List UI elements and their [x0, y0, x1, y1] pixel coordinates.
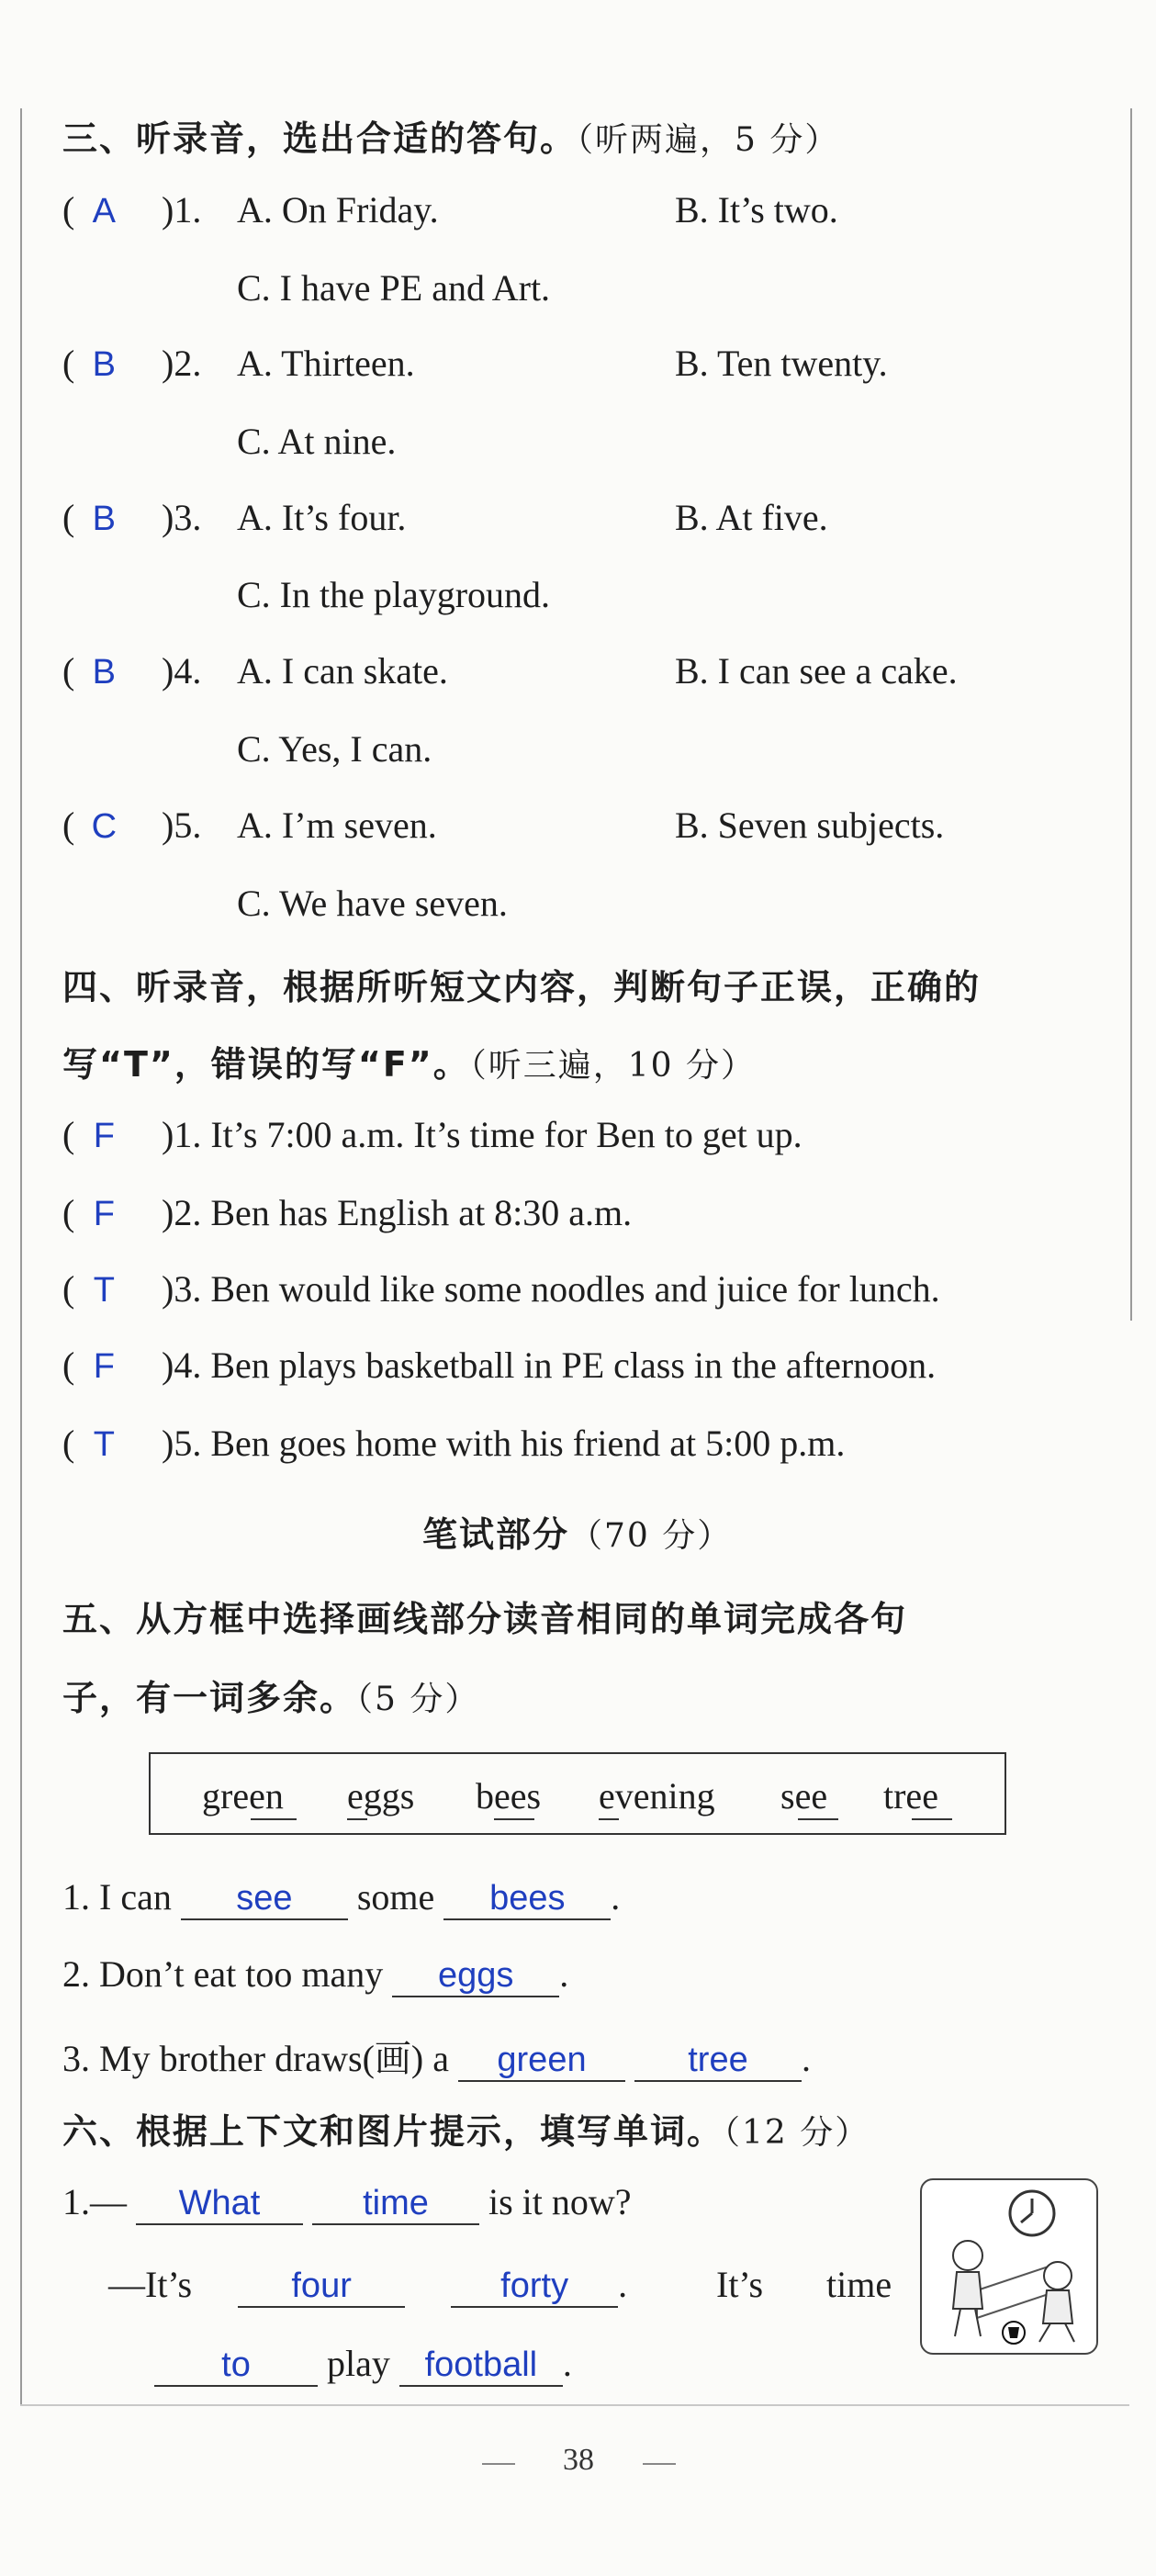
s4-answer-1: F	[93, 1117, 115, 1155]
section3-heading: 三、听录音，选出合适的答句。（听两遍，5 分）	[62, 118, 840, 159]
section5-heading-line2: 子，有一词多余。（5 分）	[62, 1678, 480, 1718]
underline-mark	[494, 1818, 534, 1820]
page-number: 38	[563, 2443, 594, 2477]
underline-mark	[251, 1818, 297, 1820]
s3-option-c-5: C. We have seven.	[237, 883, 508, 924]
s3-option-a-1: A. On Friday.	[237, 189, 439, 231]
s3-item-5: ( C )5.	[62, 804, 202, 846]
s3-item-2: ( B )2.	[62, 343, 202, 384]
s6-answer-4: forty	[451, 2266, 618, 2308]
box-word-eggs: eggs	[347, 1775, 415, 1817]
s5-question-1: 1. I can see some bees .	[62, 1875, 620, 1920]
s6-answer-1: What	[136, 2183, 303, 2225]
s6-q1-line3: to play football .	[154, 2342, 572, 2387]
section4-heading-line2: 写“T”，错误的写“F”。（听三遍，10 分）	[62, 1044, 757, 1085]
s6-answer-3: four	[238, 2266, 405, 2308]
boy-right-icon	[1044, 2262, 1072, 2289]
s3-answer-1: A	[92, 192, 116, 231]
s3-option-c-3: C. In the playground.	[237, 574, 551, 615]
s3-item-1: ( A )1.	[62, 189, 202, 231]
s3-option-b-4: B. I can see a cake.	[675, 650, 958, 692]
s6-q1-line2: —It’s four forty .	[108, 2263, 627, 2308]
s5-question-2: 2. Don’t eat too many eggs .	[62, 1952, 568, 1997]
underline-mark	[798, 1818, 838, 1820]
box-word-tree: tree	[883, 1775, 938, 1817]
s3-option-a-3: A. It’s four.	[237, 497, 407, 538]
section5-heading-line1: 五、从方框中选择画线部分读音相同的单词完成各句	[62, 1599, 908, 1639]
s6-answer-5: to	[154, 2345, 318, 2387]
s5-question-3: 3. My brother draws(画) a green tree .	[62, 2030, 811, 2082]
right-margin-line	[1130, 108, 1132, 1321]
underline-mark	[912, 1818, 952, 1820]
s3-option-b-5: B. Seven subjects.	[675, 804, 945, 846]
s3-option-b-3: B. At five.	[675, 497, 828, 538]
s4-item-1: ( F )1. It’s 7:00 a.m. It’s time for Ben to get up.	[62, 1114, 802, 1155]
s3-option-c-2: C. At nine.	[237, 421, 397, 462]
left-margin-line	[20, 108, 22, 2404]
s3-answer-3: B	[92, 500, 116, 538]
boy-left-icon	[953, 2241, 982, 2270]
s3-answer-5: C	[91, 807, 118, 846]
s6-answer-2: time	[312, 2183, 479, 2225]
s4-answer-4: F	[93, 1347, 115, 1386]
s4-item-4: ( F )4. Ben plays basketball in PE class in the afternoon.	[62, 1344, 937, 1386]
s6-q1-time: time	[826, 2264, 892, 2305]
s3-answer-2: B	[92, 345, 116, 384]
box-word-see: see	[780, 1775, 828, 1817]
underline-mark	[599, 1818, 619, 1820]
s4-answer-5: T	[93, 1425, 115, 1464]
s5-q1-answer-2: bees	[443, 1878, 611, 1920]
s5-q1-answer-1: see	[181, 1878, 348, 1920]
s4-answer-2: F	[93, 1195, 115, 1233]
page-bottom-line	[20, 2404, 1129, 2406]
s5-q3-answer-2: tree	[634, 2040, 802, 2082]
s3-option-c-4: C. Yes, I can.	[237, 728, 432, 770]
box-word-bees: bees	[476, 1775, 542, 1817]
page-number-dash-right	[643, 2463, 676, 2465]
s4-item-3: ( T )3. Ben would like some noodles and juice for lunch.	[62, 1268, 940, 1310]
s6-q1-its: It’s	[716, 2264, 764, 2305]
s5-q2-answer-1: eggs	[392, 1955, 559, 1997]
s4-item-5: ( T )5. Ben goes home with his friend at 5:00 p.m.	[62, 1423, 846, 1464]
page-number-dash-left	[482, 2463, 515, 2465]
s4-item-2: ( F )2. Ben has English at 8:30 a.m.	[62, 1192, 633, 1233]
s5-q3-answer-1: green	[458, 2040, 625, 2082]
football-clock-illustration	[920, 2178, 1098, 2355]
s3-option-c-1: C. I have PE and Art.	[237, 267, 551, 309]
s6-q1-line1: 1.— What time is it now?	[62, 2180, 632, 2225]
underline-mark	[347, 1818, 367, 1820]
s6-answer-6: football	[399, 2345, 563, 2387]
s3-option-b-1: B. It’s two.	[675, 189, 838, 231]
s3-option-a-5: A. I’m seven.	[237, 804, 437, 846]
section4-heading-line1: 四、听录音，根据所听短文内容，判断句子正误，正确的	[62, 967, 982, 1007]
written-part-heading: 笔试部分（70 分）	[422, 1514, 733, 1555]
s3-option-a-4: A. I can skate.	[237, 650, 448, 692]
section6-heading: 六、根据上下文和图片提示，填写单词。（12 分）	[62, 2111, 870, 2152]
s3-item-4: ( B )4.	[62, 650, 202, 692]
box-word-green: green	[202, 1775, 284, 1817]
s4-answer-3: T	[93, 1271, 115, 1310]
s3-option-a-2: A. Thirteen.	[237, 343, 415, 384]
box-word-evening: evening	[599, 1775, 715, 1817]
s3-answer-4: B	[92, 653, 116, 692]
s3-option-b-2: B. Ten twenty.	[675, 343, 888, 384]
football-illustration	[922, 2180, 1096, 2353]
s3-item-3: ( B )3.	[62, 497, 202, 538]
